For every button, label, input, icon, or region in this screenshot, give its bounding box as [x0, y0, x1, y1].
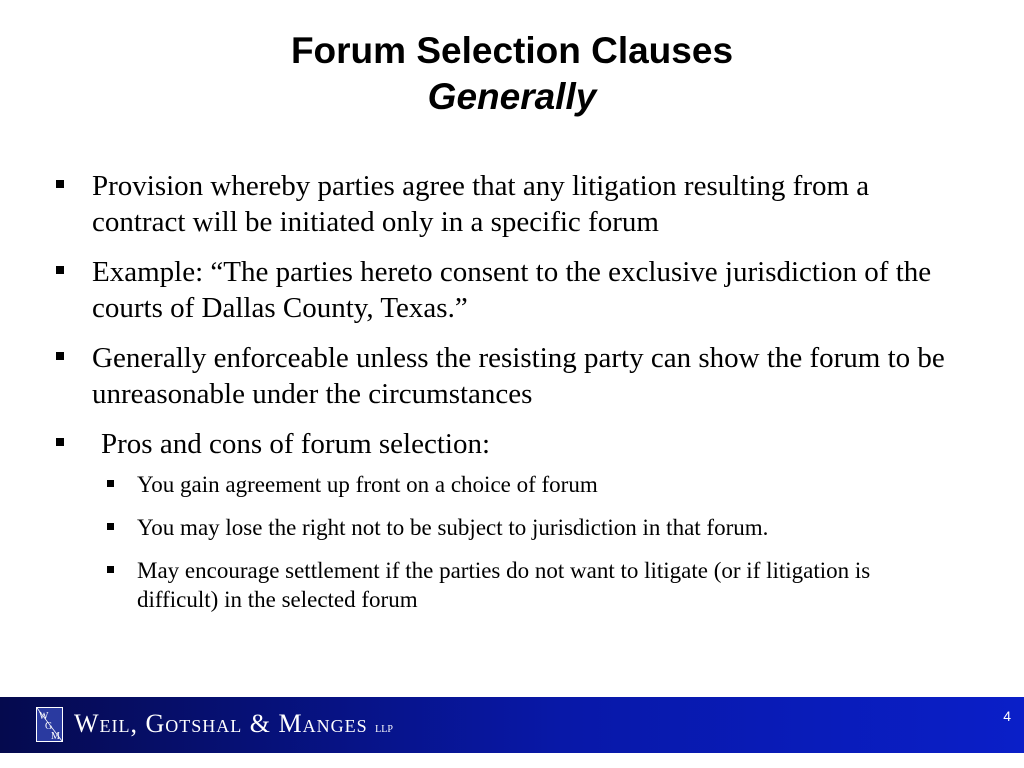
sub-bullet-list — [99, 470, 954, 614]
square-bullet-icon — [107, 566, 114, 573]
sub-bullet-text: You gain agreement up front on a choice of forum — [137, 472, 598, 497]
square-bullet-icon — [56, 266, 64, 274]
slide-title: Forum Selection Clauses — [290, 30, 734, 71]
sub-bullet-item — [107, 513, 954, 542]
bullet-item — [54, 340, 954, 412]
bullet-item — [54, 254, 954, 326]
square-bullet-icon — [56, 438, 64, 446]
bullet-text: Example: “The parties hereto consent to the exclusive jurisdiction of the courts of Dallas County, Texas.” — [92, 256, 932, 324]
bullet-text: Provision whereby parties agree that any litigation resulting from a contract will be initiated only in a specific forum — [92, 170, 870, 238]
footer-bar — [0, 697, 1024, 753]
bullet-item — [54, 426, 954, 614]
sub-bullet-item — [107, 556, 954, 614]
sub-bullet-text: You may lose the right not to be subject to jurisdiction in that forum. — [137, 515, 769, 540]
slide-title-block — [0, 28, 1024, 120]
sub-bullet-item — [107, 470, 954, 499]
bullet-text: Generally enforceable unless the resisting party can show the forum to be unreasonable under the circumstances — [92, 342, 945, 410]
bottom-strip — [0, 753, 1024, 768]
firm-name-text: Weil, Gotshal & Manges — [74, 709, 368, 738]
square-bullet-icon — [56, 352, 64, 360]
square-bullet-icon — [56, 180, 64, 188]
square-bullet-icon — [107, 480, 114, 487]
page-number: 4 — [1003, 708, 1011, 724]
sub-bullet-text: May encourage settlement if the parties do not want to litigate (or if litigation is difficult) in the selected forum — [137, 558, 871, 612]
slide-subtitle: Generally — [427, 76, 597, 117]
svg-text:M: M — [51, 731, 60, 741]
bullet-list — [54, 168, 954, 628]
firm-name — [74, 709, 393, 745]
firm-logo — [36, 707, 63, 742]
square-bullet-icon — [107, 523, 114, 530]
bullet-item — [54, 168, 954, 240]
svg-text:G: G — [45, 721, 53, 732]
firm-suffix: LLP — [375, 724, 393, 735]
bullet-text: Pros and cons of forum selection: — [101, 428, 491, 460]
svg-text:W: W — [39, 711, 49, 722]
